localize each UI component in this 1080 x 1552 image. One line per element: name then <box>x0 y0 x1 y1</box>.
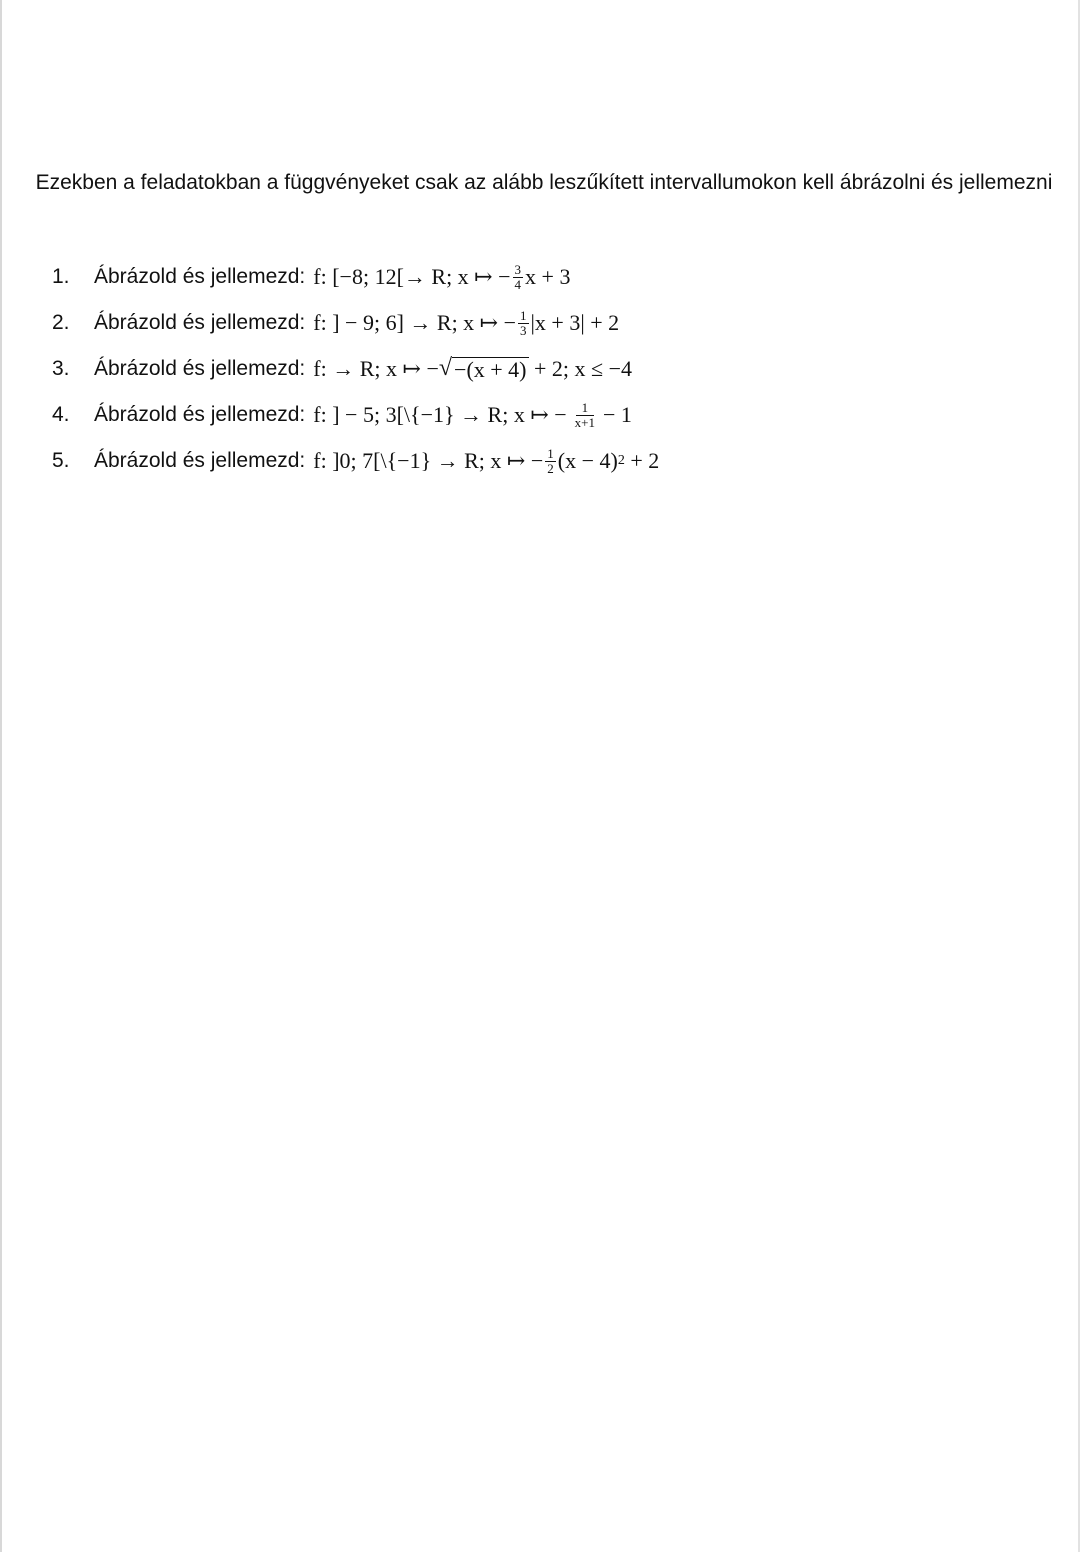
task-item-4 <box>52 392 1032 438</box>
formula-suffix: (x − 4) <box>557 448 618 473</box>
fraction <box>569 401 601 430</box>
radicand: −(x + 4) <box>454 357 527 382</box>
task-formula <box>313 309 619 338</box>
task-formula <box>313 401 632 430</box>
task-label: Ábrázold és jellemezd: <box>94 449 306 472</box>
fraction <box>513 263 524 292</box>
formula-prefix: f: [−8; 12[→ R; x ↦ − <box>313 264 511 289</box>
task-item-2 <box>52 300 1032 346</box>
exponent: 2 <box>617 453 625 468</box>
formula-suffix: − 1 <box>603 402 632 427</box>
task-label: Ábrázold és jellemezd: <box>94 357 306 380</box>
task-number: 3. <box>52 357 70 380</box>
fraction-denominator: x+1 <box>574 414 596 430</box>
formula-suffix-2: + 2 <box>630 448 660 473</box>
fraction <box>545 447 556 476</box>
task-label: Ábrázold és jellemezd: <box>94 311 306 334</box>
task-label: Ábrázold és jellemezd: <box>94 403 306 426</box>
radical-sign-icon: √ <box>438 355 453 381</box>
formula-prefix: f: ] − 5; 3[\{−1} → R; x ↦ − <box>313 402 567 427</box>
fraction-numerator: 1 <box>520 307 527 323</box>
fraction <box>518 309 529 338</box>
task-label: Ábrázold és jellemezd: <box>94 265 306 288</box>
formula-prefix: f: → R; x ↦ − <box>313 356 439 381</box>
square-root <box>439 357 529 381</box>
fraction-denominator: 2 <box>547 460 554 476</box>
formula-prefix: f: ]0; 7[\{−1} → R; x ↦ − <box>313 448 544 473</box>
formula-suffix: x + 3 <box>525 264 571 289</box>
task-number: 4. <box>52 403 70 426</box>
task-number: 2. <box>52 311 70 334</box>
intro-paragraph: Ezekben a feladatokban a függvényeket csak az alább leszűkített intervallumokon kell ábrázolni és jellemezni <box>35 171 1053 194</box>
task-formula <box>313 356 632 382</box>
task-formula <box>313 447 659 476</box>
fraction-denominator: 3 <box>520 322 527 338</box>
formula-suffix: + 2; x ≤ −4 <box>534 356 633 381</box>
task-number: 1. <box>52 265 70 288</box>
task-item-5 <box>52 438 1032 484</box>
fraction-numerator: 1 <box>576 401 595 416</box>
task-formula <box>313 263 570 292</box>
task-item-3 <box>52 346 1032 392</box>
task-list <box>52 254 1032 484</box>
fraction-denominator: 4 <box>514 276 522 292</box>
fraction-numerator: 3 <box>514 261 522 277</box>
formula-prefix: f: ] − 9; 6] → R; x ↦ − <box>313 310 517 335</box>
task-number: 5. <box>52 449 70 472</box>
page-edge-left <box>0 0 2 1552</box>
formula-suffix: |x + 3| + 2 <box>530 310 620 335</box>
fraction-numerator: 1 <box>547 445 554 461</box>
task-item-1 <box>52 254 1032 300</box>
